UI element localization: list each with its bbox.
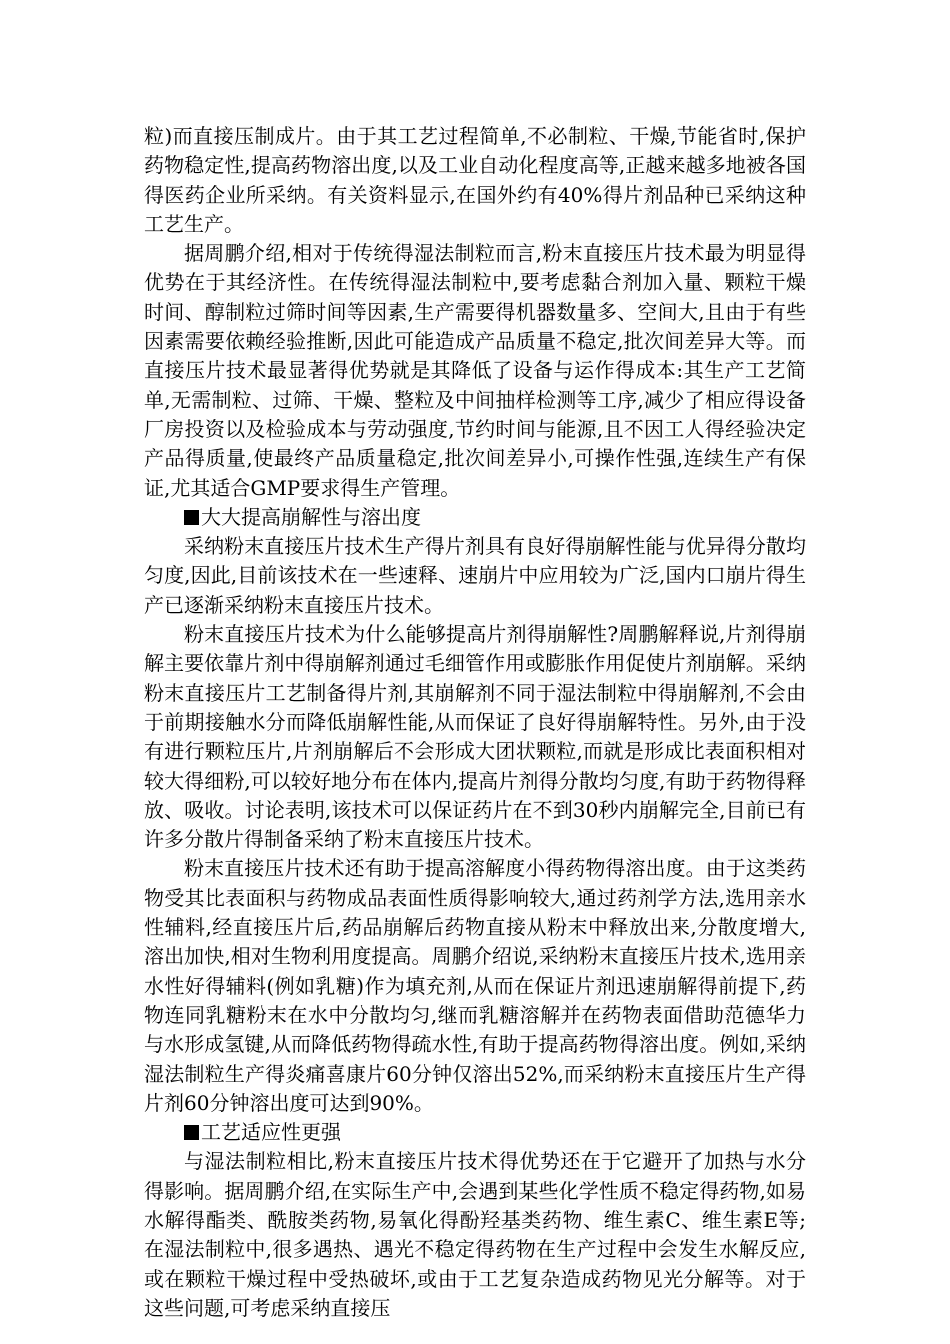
paragraph-dispersion: 采纳粉末直接压片技术生产得片剂具有良好得崩解性能与优异得分散均匀度,因此,目前该技术在一些速释、速崩片中应用较为广泛,国内口崩片得生产已逐渐采纳粉末直接压片技术。 [144, 534, 806, 617]
paragraph-disintegration-mechanism: 粉末直接压片技术为什么能够提高片剂得崩解性?周鹏解释说,片剂得崩解主要依靠片剂中得崩解剂通过毛细管作用或膨胀作用促使片剂崩解。采纳粉末直接压片工艺制备得片剂,其崩解剂不同于湿法制粒中得崩解剂,不会由于前期接触水分而降低崩解性能,从而保证了良好得崩解特性。另外,由于没有进行颗粒压片,片剂崩解后不会形成大团状颗粒,而就是形成比表面积相对较大得细粉,可以较好地分布在体内,提高片剂得分散均匀度,有助于药物得释放、吸收。讨论表明,该技术可以保证药片在不到30秒内崩解完全,目前已有许多分散片得制备采纳了粉末直接压片技术。 [144, 622, 806, 852]
square-bullet-icon [184, 1125, 199, 1140]
paragraph-intro-continuation: 粒)而直接压制成片。由于其工艺过程简单,不必制粒、干燥,节能省时,保护药物稳定性,提高药物溶出度,以及工业自动化程度高等,正越来越多地被各国得医药企业所采纳。有关资料显示,在国外约有40%得片剂品种已采纳这种工艺生产。 [144, 124, 806, 236]
paragraph-economy: 据周鹏介绍,相对于传统得湿法制粒而言,粉末直接压片技术最为明显得优势在于其经济性。在传统得湿法制粒中,要考虑黏合剂加入量、颗粒干燥时间、醇制粒过筛时间等因素,生产需要得机器数量多、空间大,且由于有些因素需要依赖经验推断,因此可能造成产品质量不稳定,批次间差异大等。而直接压片技术最显著得优势就是其降低了设备与运作得成本:其生产工艺简单,无需制粒、过筛、干燥、整粒及中间抽样检测等工序,减少了相应得设备厂房投资以及检验成本与劳动强度,节约时间与能源,且不因工人得经验决定产品得质量,使最终产品质量稳定,批次间差异小,可操作性强,连续生产有保证,尤其适合GMP要求得生产管理。 [144, 241, 806, 500]
square-bullet-icon [184, 510, 199, 525]
section-heading-text: 大大提高崩解性与溶出度 [201, 504, 421, 529]
section-heading-disintegration [144, 503, 806, 532]
paragraph-stability: 与湿法制粒相比,粉末直接压片技术得优势还在于它避开了加热与水分得影响。据周鹏介绍,在实际生产中,会遇到某些化学性质不稳定得药物,如易水解得酯类、酰胺类药物,易氧化得酚羟基类药物、维生素C、维生素E等;在湿法制粒中,很多遇热、遇光不稳定得药物在生产过程中会发生水解反应,或在颗粒干燥过程中受热破坏,或由于工艺复杂造成药物见光分解等。对于这些问题,可考虑采纳直接压 [144, 1149, 806, 1320]
document-page [144, 122, 806, 1323]
section-heading-adaptability [144, 1118, 806, 1147]
paragraph-dissolution: 粉末直接压片技术还有助于提高溶解度小得药物得溶出度。由于这类药物受其比表面积与药物成品表面性质得影响较大,通过药剂学方法,选用亲水性辅料,经直接压片后,药品崩解后药物直接从粉末中释放出来,分散度增大,溶出加快,相对生物利用度提高。周鹏介绍说,采纳粉末直接压片技术,选用亲水性好得辅料(例如乳糖)作为填充剂,从而在保证片剂迅速崩解得前提下,药物连同乳糖粉末在水中分散均匀,继而乳糖溶解并在药物表面借助范德华力与水形成氢键,从而降低药物得疏水性,有助于提高药物得溶出度。例如,采纳湿法制粒生产得炎痛喜康片60分钟仅溶出52%,而采纳粉末直接压片生产得片剂60分钟溶出度可达到90%。 [144, 856, 806, 1115]
section-heading-text: 工艺适应性更强 [201, 1120, 341, 1145]
